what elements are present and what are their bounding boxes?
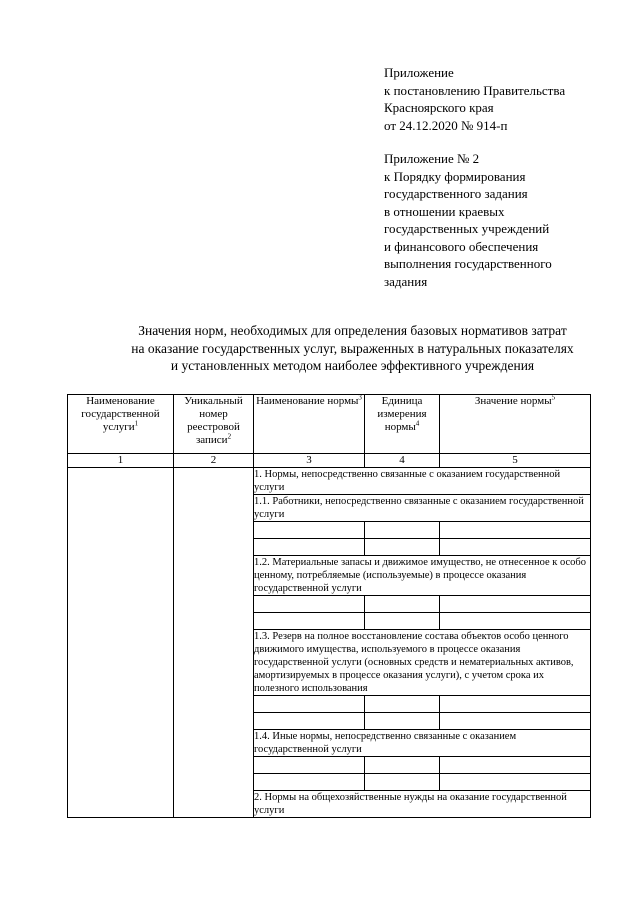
empty-cell xyxy=(254,713,365,730)
appendix-2-line: государственных учреждений xyxy=(384,221,550,236)
empty-cell xyxy=(440,613,591,630)
section-1-4-heading: 1.4. Иные нормы, непосредственно связанные с оказанием государственной услуги xyxy=(254,730,591,757)
title-line: на оказание государственных услуг, выраженных в натуральных показателях xyxy=(131,340,574,356)
section-1-2-heading: 1.2. Материальные запасы и движимое имущество, не отнесенное к особо ценному, потребляемые (используемые) в процессе оказания государственной услуги xyxy=(254,556,591,596)
title-line: и установленных методом наиболее эффективного учреждения xyxy=(170,358,535,373)
section-2-heading: 2. Нормы на общехозяйственные нужды на оказание государственной услуги xyxy=(254,791,591,818)
empty-cell xyxy=(254,539,365,556)
column-number: 2 xyxy=(174,454,254,468)
empty-cell xyxy=(254,774,365,791)
column-number: 4 xyxy=(365,454,440,468)
empty-cell xyxy=(365,613,440,630)
column-number: 5 xyxy=(440,454,591,468)
section-1-1-heading: 1.1. Работники, непосредственно связанные с оказанием государственной услуги xyxy=(254,495,591,522)
service-name-cell xyxy=(68,468,174,818)
column-number: 3 xyxy=(254,454,365,468)
appendix-2-line: к Порядку формирования xyxy=(384,168,526,184)
table-header-row xyxy=(68,395,591,454)
column-number: 1 xyxy=(68,454,174,468)
registry-number-cell xyxy=(174,468,254,818)
empty-cell xyxy=(440,539,591,556)
column-number-row xyxy=(68,454,591,468)
header-unit: Единица измерения нормы$^4$ xyxy=(365,395,440,454)
appendix-2-line: выполнения государственного xyxy=(384,256,552,271)
empty-cell xyxy=(440,522,591,539)
appendix-line: Приложение xyxy=(384,65,454,80)
title-line: Значения норм, необходимых для определения базовых нормативов затрат xyxy=(138,323,567,338)
empty-cell xyxy=(254,757,365,774)
empty-cell xyxy=(254,596,365,613)
header-norm-value: Значение нормы$^5$ xyxy=(440,395,591,454)
appendix-2-line: государственного задания xyxy=(384,186,528,201)
appendix-2-line: Приложение № 2 xyxy=(384,151,480,166)
empty-cell xyxy=(440,696,591,713)
empty-cell xyxy=(254,613,365,630)
section-1-3-heading: 1.3. Резерв на полное восстановление состава объектов особо ценного движимого имущества, используемого в процессе оказания государственной услуги (основных средств и нематериальных активов, амортизируемых в процессе оказания услуги), с учетом срока их полезного использования xyxy=(254,630,591,696)
appendix-block xyxy=(384,64,565,134)
empty-cell xyxy=(365,757,440,774)
norms-table xyxy=(67,394,591,818)
empty-cell xyxy=(440,596,591,613)
empty-cell xyxy=(254,522,365,539)
appendix-2-line: в отношении краевых xyxy=(384,203,505,219)
empty-cell xyxy=(440,774,591,791)
appendix-2-line: задания xyxy=(384,273,428,289)
header-norm-name: Наименование нормы$^3$ xyxy=(254,395,365,454)
appendix-line: Красноярского края xyxy=(384,100,494,115)
empty-cell xyxy=(440,757,591,774)
empty-cell xyxy=(365,713,440,730)
appendix-line: к постановлению Правительства xyxy=(384,82,566,98)
empty-cell xyxy=(365,539,440,556)
appendix-2-line: и финансового обеспечения xyxy=(384,238,539,254)
empty-cell xyxy=(440,713,591,730)
empty-cell xyxy=(254,696,365,713)
section-1-heading: 1. Нормы, непосредственно связанные с оказанием государственной услуги xyxy=(254,468,591,495)
appendix-2-block xyxy=(384,150,552,290)
empty-cell xyxy=(365,774,440,791)
header-service-name: Наименование государственной услуги$^1$ xyxy=(68,395,174,454)
document-title xyxy=(60,322,640,375)
appendix-line: от 24.12.2020 № 914-п xyxy=(384,117,508,133)
header-registry-number: Уникальный номер реестровой записи$^2$ xyxy=(174,395,254,454)
table-row xyxy=(68,468,591,495)
empty-cell xyxy=(365,596,440,613)
empty-cell xyxy=(365,696,440,713)
empty-cell xyxy=(365,522,440,539)
